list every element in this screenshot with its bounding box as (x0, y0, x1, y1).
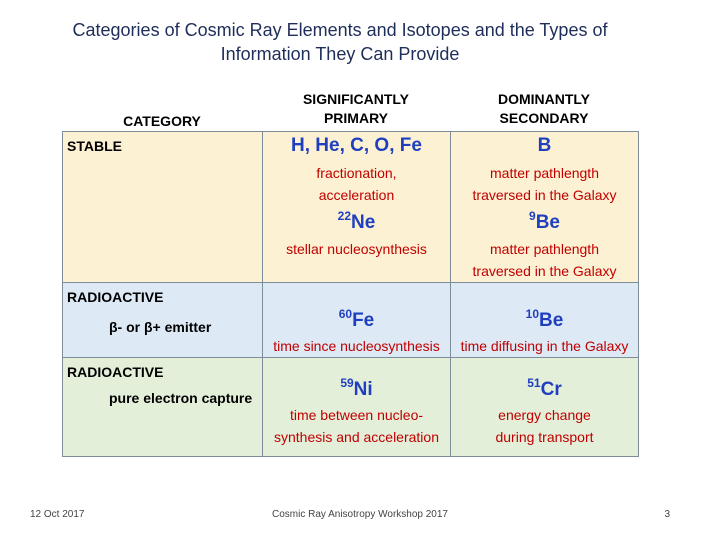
category-label: RADIOACTIVE (67, 364, 164, 380)
primary-info-line2: synthesis and acceleration (274, 429, 439, 445)
title-line-2: Information They Can Provide (220, 44, 460, 64)
categories-table (62, 131, 639, 457)
footer-event: Cosmic Ray Anisotropy Workshop 2017 (271, 509, 448, 520)
footer-date: 12 Oct 2017 (30, 509, 85, 520)
footer-page-number: 3 (664, 509, 670, 520)
isotope-mass-number: 60 (338, 307, 353, 321)
isotope-symbol: Be (539, 310, 564, 331)
category-sublabel: pure electron capture (109, 390, 253, 406)
header-primary-line1: SIGNIFICANTLY (302, 91, 410, 107)
secondary-info-line1: energy change (498, 407, 591, 423)
secondary-element: B (537, 135, 552, 156)
cell-ec-secondary (451, 358, 639, 457)
isotope-symbol: Ni (353, 379, 373, 400)
primary-elements: H, He, C, O, Fe (291, 135, 422, 156)
isotope-symbol: Cr (540, 379, 562, 400)
primary-info-line1: time between nucleo- (289, 407, 424, 423)
secondary-isotope-info-line2: traversed in the Galaxy (472, 263, 617, 279)
header-secondary (450, 90, 638, 128)
isotope-mass-number: 10 (525, 307, 540, 321)
cell-stable-secondary (451, 132, 639, 283)
table-row-stable (63, 132, 639, 283)
isotope-mass-number: 59 (340, 376, 354, 390)
secondary-isotope-info-line1: matter pathlength (490, 241, 599, 257)
primary-info-line2: acceleration (318, 187, 395, 203)
header-primary-line2: PRIMARY (323, 110, 389, 126)
secondary-info-line2: traversed in the Galaxy (472, 187, 617, 203)
cell-beta-secondary (451, 283, 639, 358)
category-label: STABLE (67, 138, 122, 154)
isotope-mass-number: 51 (527, 376, 541, 390)
secondary-info-line2: during transport (495, 429, 594, 445)
isotope-symbol: Ne (351, 212, 376, 233)
slide-title (40, 18, 640, 66)
header-category (62, 112, 262, 131)
primary-info: time since nucleosynthesis (273, 338, 440, 354)
secondary-info-line1: matter pathlength (490, 165, 599, 181)
isotope-symbol: Fe (352, 310, 375, 331)
table-row-radioactive-beta (63, 283, 639, 358)
cell-ec-category (63, 358, 263, 457)
header-primary (262, 90, 450, 128)
primary-info-line1: fractionation, (316, 165, 397, 181)
isotope-mass-number: 22 (337, 209, 352, 223)
cell-beta-primary (263, 283, 451, 358)
primary-isotope-info: stellar nucleosynthesis (286, 241, 427, 257)
category-sublabel: β- or β+ emitter (109, 319, 212, 335)
isotope-mass-number: 9 (529, 209, 536, 223)
cell-stable-category (63, 132, 263, 283)
table-row-radioactive-ec (63, 358, 639, 457)
cell-ec-primary (263, 358, 451, 457)
category-label: RADIOACTIVE (67, 289, 164, 305)
header-secondary-line2: SECONDARY (499, 110, 589, 126)
secondary-info: time diffusing in the Galaxy (460, 338, 629, 354)
isotope-symbol: Be (535, 212, 560, 233)
header-secondary-line1: DOMINANTLY (497, 91, 591, 107)
cell-beta-category (63, 283, 263, 358)
title-line-1: Categories of Cosmic Ray Elements and Isotopes and the Types of (72, 20, 608, 40)
cell-stable-primary (263, 132, 451, 283)
header-category-label: CATEGORY (123, 113, 201, 129)
